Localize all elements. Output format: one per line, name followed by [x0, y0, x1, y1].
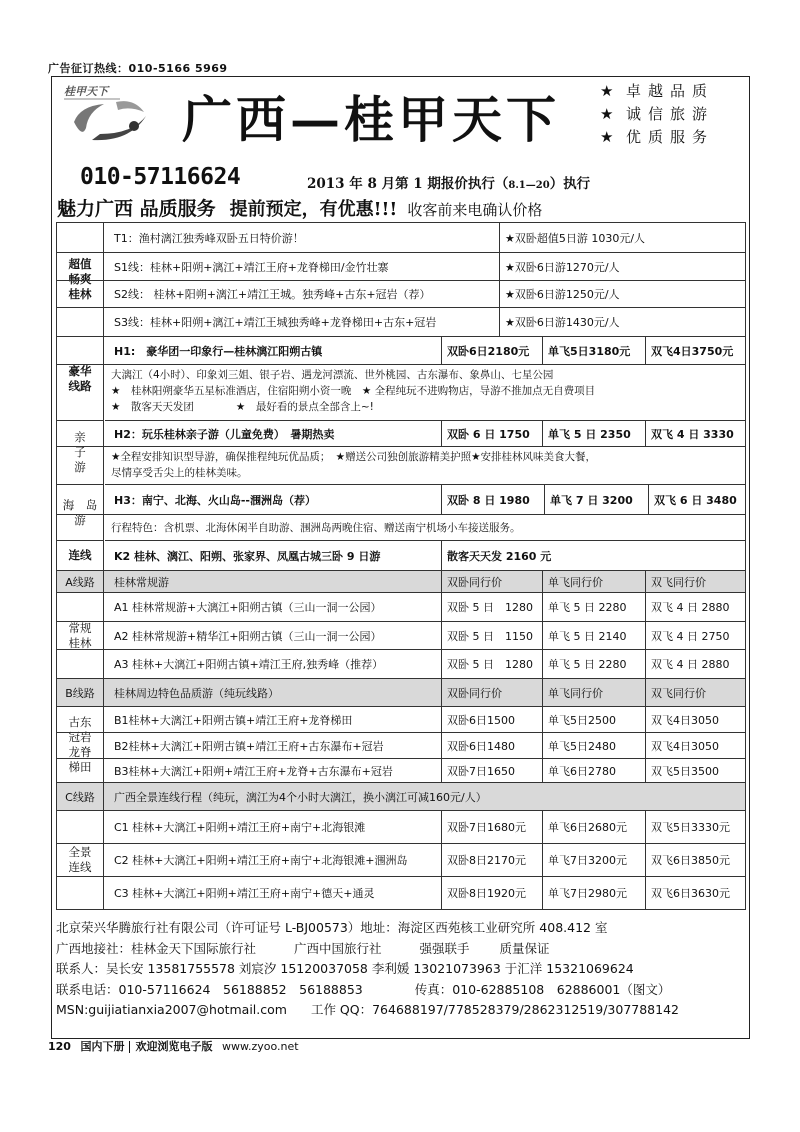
contact-info: [56, 918, 746, 1021]
banner-slogan: 魅力广西 品质服务: [57, 198, 216, 220]
section-header-b: B线路 桂林周边特色品质游（纯玩线路） 双卧同行价 单飞同行价 双飞同行价: [57, 679, 745, 707]
promo-banner: [57, 194, 542, 221]
table-row: B2桂林+大漓江+阳朔古镇+靖江王府+古东瀑布+冠岩 双卧6日1480 单飞5日2480 双飞4日3050: [57, 733, 745, 759]
route-description: ★全程安排知识型导游，确保推程纯玩优品质； ★赠送公司独创旅游精美护照★安排桂林风味美食大餐， 尽情享受舌尖上的桂林美味。: [105, 447, 745, 485]
msn-qq-line: MSN:guijiatianxia2007@hotmail.com 工作 QQ：764688197/778528379/2862312519/307788142: [56, 1002, 679, 1017]
table-row: A3 桂林+大漓江+阳朔古镇+靖江王府,独秀峰（推荐） 双卧 5 日 1280 单飞 5 日 2280 双飞 4 日 2880: [57, 650, 745, 679]
footer-section: 国内下册: [80, 1040, 125, 1053]
banner-note: 收客前来电确认价格: [407, 201, 543, 219]
tel-fax-line: 联系电话：010-57116624 56188852 56188853 传真：010-62885108 62886001（图文）: [56, 981, 671, 997]
company-line: 北京荣兴华腾旅行社有限公司（许可证号 L-BJ00573）地址：海淀区西苑核工业研究所 408.412 室: [56, 920, 608, 935]
logo-text: 桂甲天下: [64, 85, 108, 98]
slogans: [600, 80, 745, 149]
table-row: S1线：桂林+阳朔+漓江+靖江王府+龙脊梯田/金竹壮寨 ★双卧6日游1270元/人: [57, 253, 745, 281]
page-number: 120: [48, 1040, 71, 1053]
star-icon: ★: [600, 82, 614, 100]
ad-hotline: 广告征订热线：010-5166 5969: [48, 62, 228, 75]
table-row: B1桂林+大漓江+阳朔古镇+靖江王府+龙脊梯田 双卧6日1500 单飞5日2500 双飞4日3050: [57, 707, 745, 733]
section-label-classic: 常规 桂林: [57, 593, 104, 679]
section-label-luxury: 豪华 线路: [57, 337, 104, 421]
star-icon: ★: [600, 128, 614, 146]
section-label-island: 海 岛 游: [57, 485, 104, 541]
price-period: 2013 年 8 月第 1 期报价执行（8.1—20）执行: [307, 176, 591, 192]
table-row: K2 桂林、漓江、阳朔、张家界、凤凰古城三卧 9 日游 散客天天发 2160 元: [57, 541, 745, 571]
section-label-family: 亲 子 游: [57, 421, 104, 485]
footer-browse: 欢迎浏览电子版: [135, 1040, 213, 1053]
section-label-value: 超值 畅爽 桂林: [57, 223, 104, 337]
table-row: C3 桂林+大漓江+阳朔+靖江王府+南宁+德天+通灵 双卧8日1920元 单飞7日2980元 双飞6日3630元: [57, 877, 745, 909]
table-row: T1：渔村漓江独秀峰双卧五日特价游！ ★双卧超值5日游 1030元/人: [57, 223, 745, 253]
section-header-c: C线路 广西全景连线行程（纯玩，漓江为4个小时大漓江，换小漓江可减160元/人）: [57, 783, 745, 811]
table-row: A2 桂林常规游+精华江+阳朔古镇（三山一洞一公园） 双卧 5 日 1150 单飞 5 日 2140 双飞 4 日 2750: [57, 622, 745, 650]
table-row: S2线： 桂林+阳朔+漓江+靖江王城。独秀峰+古东+冠岩（荐） ★双卧6日游1250元/人: [57, 281, 745, 308]
local-agency-line: 广西地接社：桂林金天下国际旅行社 广西中国旅行社 强强联手 质量保证: [56, 940, 550, 956]
logo-swoosh-left: [74, 104, 104, 132]
route-description: 大漓江（4小时）、印象刘三姐、银子岩、遇龙河漂流、世外桃园、古东瀑布、象鼻山、七星公园 ★ 桂林阳朔豪华五星标准酒店，住宿阳朔小资一晚 ★ 全程纯玩不进购物店，导游不推加点无自费项目 ★ 散客天天发团 ★ 最好看的景点全部含上~!: [105, 365, 745, 421]
slogan-item: ★ 诚信旅游: [600, 103, 745, 126]
table-row: S3线：桂林+阳朔+漓江+靖江王城独秀峰+龙脊梯田+古东+冠岩 ★双卧6日游1430元/人: [57, 308, 745, 337]
page-title: 广西—桂甲天下: [182, 90, 560, 149]
slogan-item: ★ 卓越品质: [600, 80, 745, 103]
table-row: H2：玩乐桂林亲子游（儿童免费） 暑期热卖 双卧 6 日 1750 单飞 5 日 2350 双飞 4 日 3330: [57, 421, 745, 447]
section-label-panorama: 全景 连线: [57, 811, 104, 909]
table-row: H1: 豪华团一印象行—桂林漓江阳朔古镇 双卧6日2180元 单飞5日3180元 双飞4日3750元: [57, 337, 745, 365]
slogan-item: ★ 优质服务: [600, 126, 745, 149]
page-footer: [48, 1038, 299, 1054]
footer-url[interactable]: www.zyoo.net: [221, 1040, 299, 1053]
price-table: [56, 222, 746, 910]
logo-dot: [129, 121, 139, 131]
hotline-phone: 010-57116624: [80, 164, 241, 190]
company-logo: [60, 82, 180, 148]
table-row: A1 桂林常规游+大漓江+阳朔古镇（三山一洞一公园） 双卧 5 日 1280 单飞 5 日 2280 双飞 4 日 2880: [57, 593, 745, 622]
section-label-gudong: 古东 冠岩 龙脊 梯田: [57, 707, 104, 783]
star-icon: ★: [600, 105, 614, 123]
table-row: H3：南宁、北海、火山岛--涠洲岛（荐） 双卧 8 日 1980 单飞 7 日 3200 双飞 6 日 3480: [57, 485, 745, 515]
route-description: 行程特色：含机票、北海休闲半自助游、涠洲岛两晚住宿、赠送南宁机场小车接送服务。: [105, 515, 745, 541]
table-row: B3桂林+大漓江+阳朔+靖江王府+龙脊+古东瀑布+冠岩 双卧7日1650 单飞6日2780 双飞5日3500: [57, 759, 745, 783]
banner-discount: 提前预定，有优惠!!!: [229, 199, 398, 220]
section-header-a: A线路 桂林常规游 双卧同行价 单飞同行价 双飞同行价: [57, 571, 745, 593]
table-row: C1 桂林+大漓江+阳朔+靖江王府+南宁+北海银滩 双卧7日1680元 单飞6日2680元 双飞5日3330元: [57, 811, 745, 844]
table-row: C2 桂林+大漓江+阳朔+靖江王府+南宁+北海银滩+涠洲岛 双卧8日2170元 单飞7日3200元 双飞6日3850元: [57, 844, 745, 877]
contacts-line: 联系人：吴长安 13581755578 刘宸汐 15120037058 李利媛 13021073963 于汇洋 15321069624: [56, 961, 634, 976]
section-label-connect: 连线: [57, 541, 104, 571]
